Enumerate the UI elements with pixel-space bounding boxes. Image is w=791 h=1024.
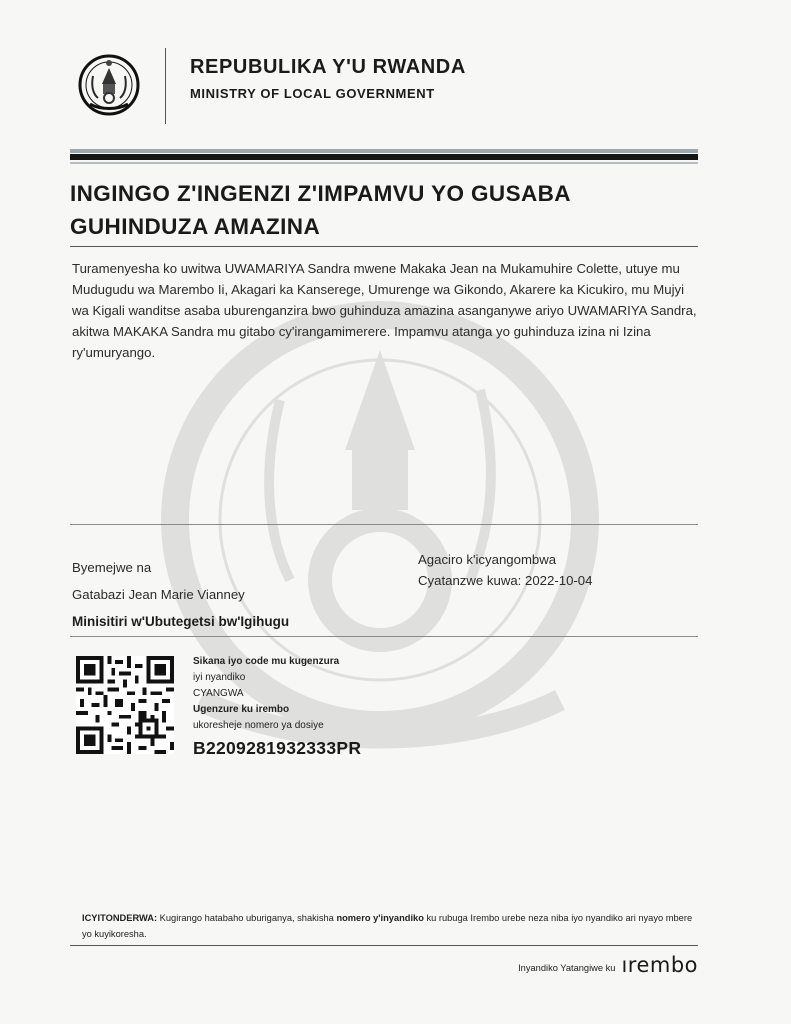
issue-date: Cyatanzwe kuwa: 2022-10-04	[418, 573, 593, 588]
verification-block	[193, 654, 361, 759]
approved-by-label: Byemejwe na	[72, 560, 152, 575]
signature-rule	[70, 636, 698, 637]
notice-label: ICYITONDERWA:	[82, 913, 158, 923]
notice-text-bold: nomero y'inyandiko	[336, 913, 424, 923]
signatory-role: Minisitiri w'Ubutegetsi bw'Igihugu	[72, 614, 290, 629]
footer-rule	[70, 945, 698, 946]
notice	[82, 910, 702, 942]
qr-code-icon[interactable]	[76, 656, 174, 754]
rwanda-seal-icon	[78, 54, 140, 116]
document-title: INGINGO Z'INGENZI Z'IMPAMVU YO GUSABA GUHINDUZA AMAZINA	[70, 181, 571, 239]
notice-text-b: ku rubuga Irembo urebe neza niba iyo nyandiko ari nyayo mbere yo kuyikoresha.	[82, 913, 693, 939]
header-band-dark	[70, 154, 698, 160]
header-band-thin	[70, 162, 698, 164]
document-body: Turamenyesha ko uwitwa UWAMARIYA Sandra mwene Makaka Jean na Mukamuhire Colette, utuye mu Mudugudu wa Marembo Ii, Akagari ka Kanserege, Umurenge wa Gikondo, Akarere ka Kicukiro, mu Mujyi wa Kigali wanditse asaba uburenganzira bwo guhinduza amazina asanganywe ariyo UWAMARIYA Sandra, akitwa MAKAKA Sandra mu gitabo cy'irangamimerere. Impamvu atanga yo guhinduza izina ni Izina ry'umuryango.	[72, 261, 697, 360]
issued-by-text: Inyandiko Yatangiwe ku	[518, 963, 616, 973]
verify-line-5: ukoresheje nomero ya dosiye	[193, 720, 324, 731]
signature-block	[72, 554, 289, 635]
header-subtitle: MINISTRY OF LOCAL GOVERNMENT	[190, 86, 435, 101]
header-band-light	[70, 149, 698, 153]
header-divider	[165, 48, 166, 124]
section-rule	[70, 524, 698, 525]
signatory-name: Gatabazi Jean Marie Vianney	[72, 587, 245, 602]
verify-line-3: CYANGWA	[193, 688, 244, 699]
footer	[518, 954, 698, 976]
dossier-number: B2209281932333PR	[193, 738, 362, 758]
validity-block	[418, 549, 592, 591]
notice-text-a: Kugirango hatabaho uburiganya, shakisha	[157, 913, 337, 923]
header-title: REPUBULIKA Y'U RWANDA	[190, 56, 466, 78]
title-rule	[70, 246, 698, 247]
verify-line-4: Ugenzure ku irembo	[193, 704, 290, 715]
validity-label: Agaciro k'icyangombwa	[418, 552, 557, 567]
verify-line-1: Sikana iyo code mu kugenzura	[193, 656, 340, 667]
verify-line-2: iyi nyandiko	[193, 672, 246, 683]
irembo-logo[interactable]: ırembo	[621, 953, 698, 977]
